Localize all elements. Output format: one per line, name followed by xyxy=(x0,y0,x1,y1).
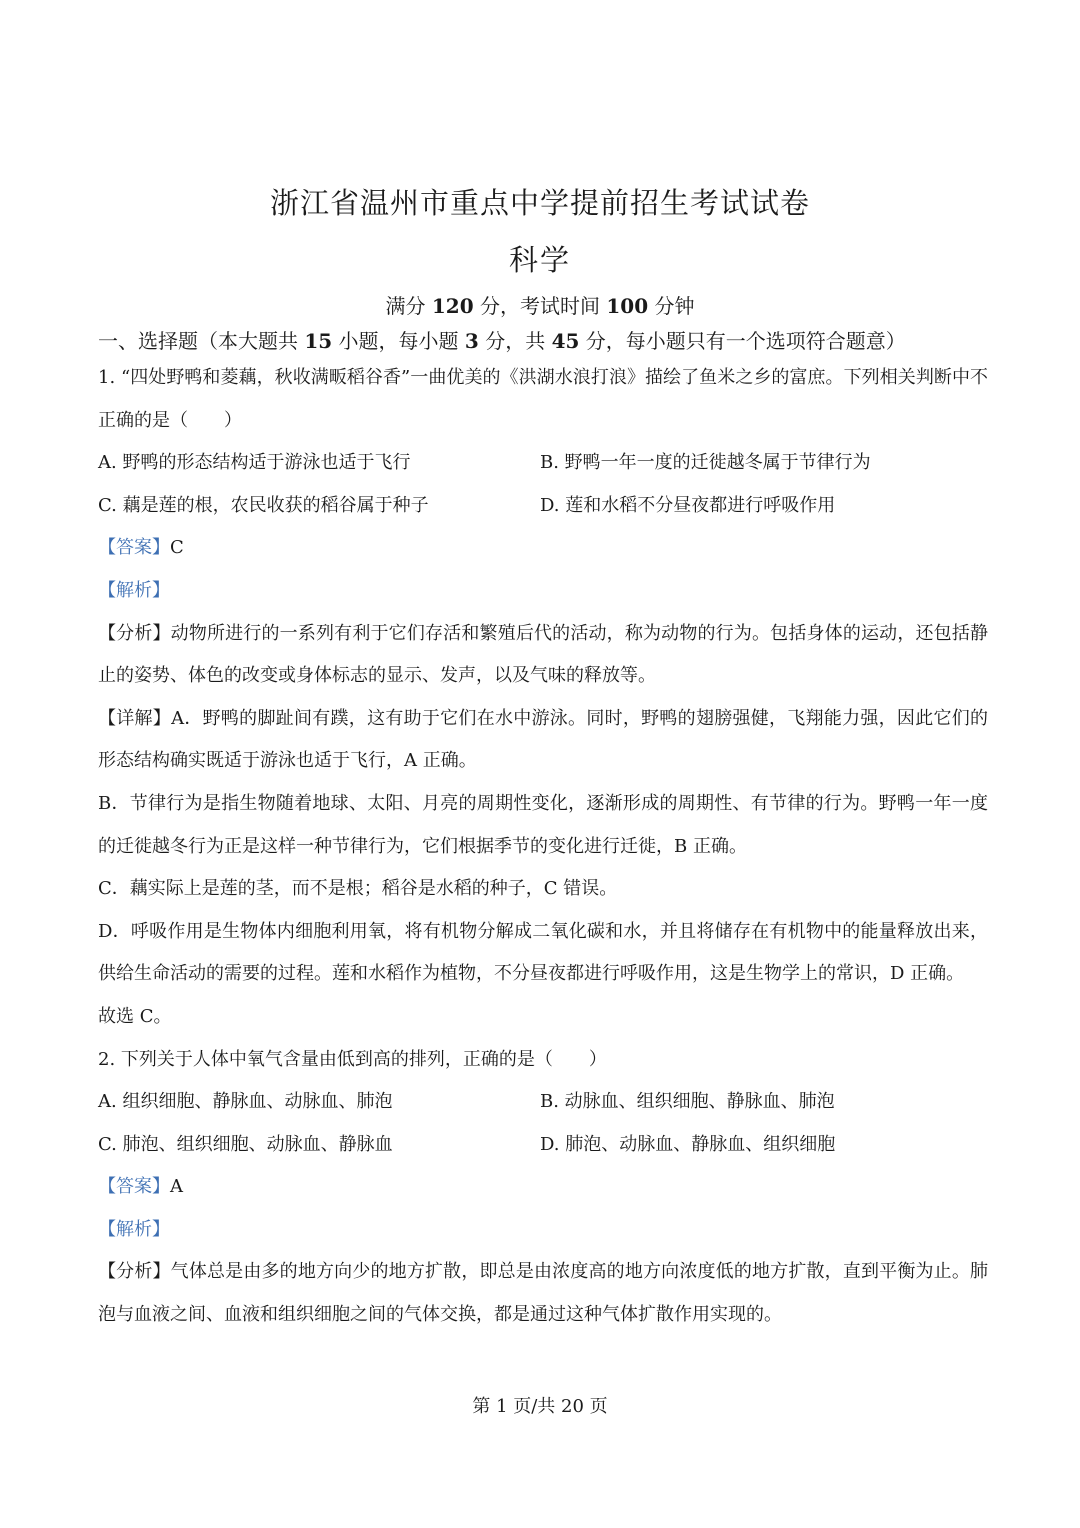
analysis-head: 【分析】 xyxy=(98,622,171,644)
question-count: 15 xyxy=(304,329,333,353)
question-content xyxy=(98,357,988,1337)
question-2-stem: 2. 下列关于人体中氧气含量由低到高的排列，正确的是（ ） xyxy=(98,1048,607,1070)
question-2-options-row-2 xyxy=(98,1124,988,1167)
question-2-option-d: D. 肺泡、动脉血、静脉血、组织细胞 xyxy=(540,1133,836,1155)
question-1-stem: 1. “四处野鸭和菱藕，秋收满畈稻谷香”一曲优美的《洪湖水浪打浪》描绘了鱼米之乡的富庶。下列相关判断中不正确的是（ ） xyxy=(98,367,988,431)
exam-meta xyxy=(0,290,1080,322)
question-2-answer xyxy=(98,1166,988,1209)
question-2-option-a: A. 组织细胞、静脉血、动脉血、肺泡 xyxy=(98,1091,393,1113)
question-1-conclusion: 故选 C。 xyxy=(98,1005,172,1027)
meta-text: 分，考试时间 xyxy=(473,294,607,318)
question-1-analysis-tag xyxy=(98,570,988,613)
question-1-detail-a xyxy=(98,698,988,783)
section-heading xyxy=(98,325,998,357)
section-text: 分，共 xyxy=(478,329,552,353)
question-1-options-row-1 xyxy=(98,442,988,485)
answer-tag: 【答案】 xyxy=(98,537,170,559)
question-2-option-b: B. 动脉血、组织细胞、静脉血、肺泡 xyxy=(540,1091,835,1113)
question-1-detail-d: D．呼吸作用是生物体内细胞利用氧，将有机物分解成二氧化碳和水，并且将储存在有机物中的能量释放出来，供给生命活动的需要的过程。莲和水稻作为植物，不分昼夜都进行呼吸作用，这是生物学上的常识，D 正确。 xyxy=(98,920,988,985)
exam-time: 100 xyxy=(606,294,649,318)
question-1-analysis xyxy=(98,613,988,698)
question-2-option-c: C. 肺泡、组织细胞、动脉血、静脉血 xyxy=(98,1133,393,1155)
section-text: 小题，每小题 xyxy=(332,329,465,353)
question-2-analysis xyxy=(98,1251,988,1336)
full-score: 120 xyxy=(431,294,474,318)
page-number: 第 1 页/共 20 页 xyxy=(472,1396,608,1417)
question-1-option-d: D. 莲和水稻不分昼夜都进行呼吸作用 xyxy=(540,494,836,516)
question-1-option-c: C. 藕是莲的根，农民收获的稻谷属于种子 xyxy=(98,494,429,516)
question-1-answer xyxy=(98,527,988,570)
analysis-tag: 【解析】 xyxy=(98,1218,170,1240)
question-2-analysis-tag xyxy=(98,1209,988,1252)
points-each: 3 xyxy=(464,329,479,353)
detail-head: 【详解】 xyxy=(98,707,172,729)
question-1-options-row-2 xyxy=(98,485,988,528)
analysis-tag: 【解析】 xyxy=(98,579,170,601)
analysis-text: 动物所进行的一系列有利于它们存活和繁殖后代的活动，称为动物的行为。包括身体的运动，还包括静止的姿势、体色的改变或身体标志的显示、发声，以及气味的释放等。 xyxy=(98,622,989,687)
section-text: 分，每小题只有一个选项符合题意） xyxy=(579,329,906,353)
points-total: 45 xyxy=(551,329,580,353)
question-1-detail-b: B．节律行为是指生物随着地球、太阳、月亮的周期性变化，逐渐形成的周期性、有节律的行为。野鸭一年一度的迁徙越冬行为正是这样一种节律行为，它们根据季节的变化进行迁徙，B 正确。 xyxy=(98,792,988,857)
answer-value: C xyxy=(170,537,184,559)
section-text: 一、选择题（本大题共 xyxy=(98,329,305,353)
question-1-detail-c: C．藕实际上是莲的茎，而不是根；稻谷是水稻的种子，C 错误。 xyxy=(98,878,618,900)
meta-text: 满分 xyxy=(385,294,432,318)
question-1-option-a: A. 野鸭的形态结构适于游泳也适于飞行 xyxy=(98,452,411,474)
answer-value: A xyxy=(170,1176,183,1198)
exam-title: 浙江省温州市重点中学提前招生考试试卷 xyxy=(269,186,810,220)
question-2-options-row-1 xyxy=(98,1081,988,1124)
detail-text: A．野鸭的脚趾间有蹼，这有助于它们在水中游泳。同时，野鸭的翅膀强健，飞翔能力强，因此它们的形态结构确实既适于游泳也适于飞行，A 正确。 xyxy=(98,707,989,772)
question-1-option-b: B. 野鸭一年一度的迁徙越冬属于节律行为 xyxy=(540,452,871,474)
exam-subject: 科学 xyxy=(508,243,571,277)
analysis-text: 气体总是由多的地方向少的地方扩散，即总是由浓度高的地方向浓度低的地方扩散，直到平衡为止。肺泡与血液之间、血液和组织细胞之间的气体交换，都是通过这种气体扩散作用实现的。 xyxy=(98,1261,989,1326)
answer-tag: 【答案】 xyxy=(98,1176,170,1198)
meta-text: 分钟 xyxy=(648,294,695,318)
analysis-head: 【分析】 xyxy=(98,1261,171,1283)
